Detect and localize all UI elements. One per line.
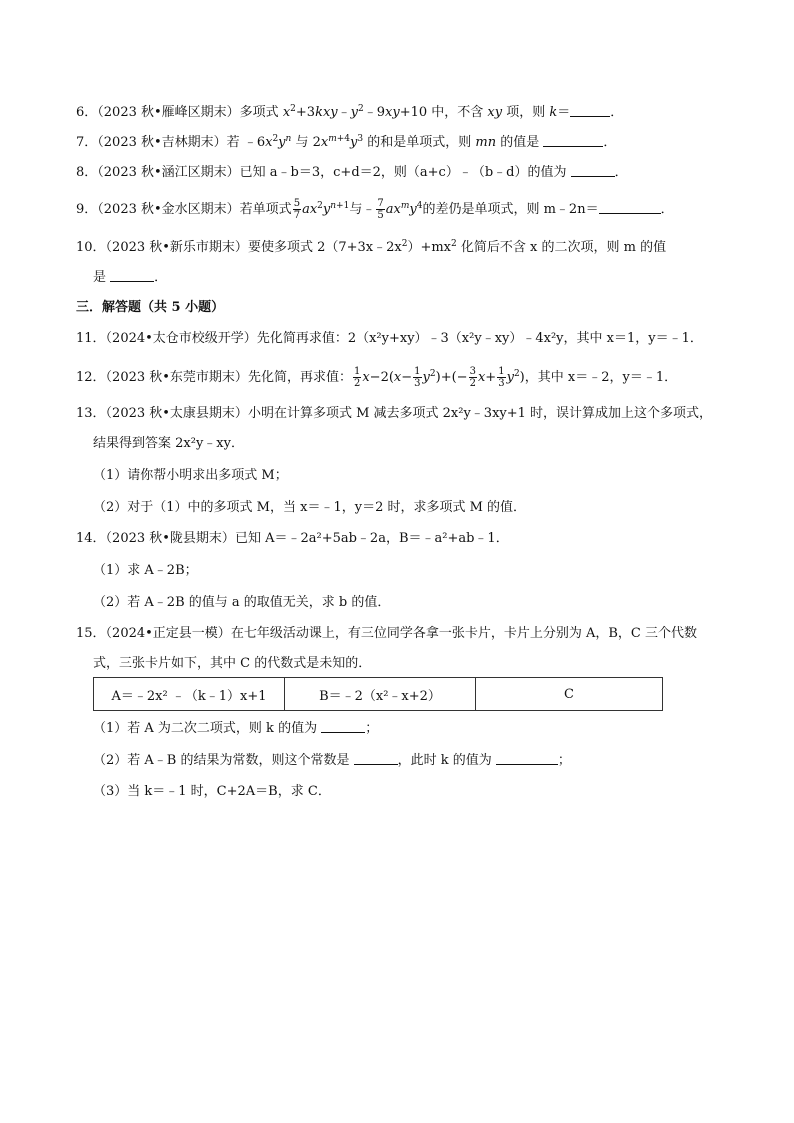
question-14-part2: （2）若 A﹣2B 的值与 a 的取值无关，求 b 的值．: [93, 595, 391, 610]
fraction: $\frac{7}{5}$: [377, 198, 384, 221]
question-10: 10．（2023 秋•新乐市期末）要使多项式 $2(7+3x﹣2x^2)+mx^2$ 化简后不含 x 的二次项，则 m 的值: [76, 239, 667, 255]
answer-blank[interactable]: [543, 134, 603, 147]
question-14: 14．（2023 秋•陇县期末）已知 A＝﹣2a²+5ab﹣2a，B＝﹣a²+ab﹣1．: [76, 531, 509, 546]
answer-blank[interactable]: [321, 720, 365, 733]
card-c: C: [476, 678, 663, 711]
table-row: [94, 678, 663, 711]
cards-table: [93, 677, 663, 711]
question-13-line2: 结果得到答案 2x²y﹣xy．: [93, 436, 244, 451]
question-15-part1: （1）若 A 为二次二项式，则 k 的值为 ；: [93, 721, 379, 736]
answer-blank[interactable]: [354, 752, 398, 765]
question-8: 8．（2023 秋•涵江区期末）已知 a﹣b＝3，c+d＝2，则（a+c）﹣（b﹣d）的值为 ．: [76, 165, 628, 180]
question-7: 7．（2023 秋•吉林期末）若 $﹣6x^2y^n$ 与 $2x^{m+4}y^3$ 的和是单项式，则 mn 的值是 ．: [76, 134, 617, 150]
question-6: 6．（2023 秋•雁峰区期末）多项式 $x^2+3kxy﹣y^2﹣9xy+10$ 中，不含 xy 项，则 k＝ ．: [76, 104, 624, 120]
question-15-part3: （3）当 k＝﹣1 时，C+2A＝B，求 C．: [93, 784, 331, 799]
question-15-line2: 式，三张卡片如下，其中 C 的代数式是未知的．: [93, 656, 372, 671]
question-9: 9．（2023 秋•金水区期末）若单项式 $\frac{5}{7}$ $ax^2y^{n+1}$与﹣ $\frac{7}{5}$ $ax^my^4$的差仍是单项式，则 m﹣2n＝ ．: [76, 198, 674, 221]
question-15: 15．（2024•正定县一模）在七年级活动课上，有三位同学各拿一张卡片，卡片上分别为 A，B，C 三个代数: [76, 626, 697, 641]
answer-blank[interactable]: [110, 269, 154, 282]
fraction: $\frac{5}{7}$: [293, 198, 301, 221]
card-a: A＝﹣2x² ﹣（k﹣1）x+1: [94, 678, 285, 711]
question-13-part1: （1）请你帮小明求出多项式 M；: [93, 468, 288, 483]
q7-term2: $2x^{m+4}y^3$: [312, 134, 364, 150]
question-11: 11．（2024•太仓市校级开学）先化简再求值：2（x²y+xy）﹣3（x²y﹣xy）﹣4x²y，其中 x＝1，y＝﹣1．: [76, 331, 703, 346]
section-heading: 三．解答题（共 5 小题）: [76, 300, 225, 315]
question-14-part1: （1）求 A﹣2B；: [93, 563, 198, 578]
question-10-line2: 是 ．: [93, 270, 168, 285]
q6-expression: $x^2+3kxy﹣y^2﹣9xy+10$: [282, 104, 428, 120]
answer-blank[interactable]: [570, 104, 610, 117]
answer-blank[interactable]: [496, 752, 558, 765]
q7-term1: $﹣6x^2y^n$: [243, 134, 292, 150]
answer-blank[interactable]: [599, 201, 661, 214]
answer-blank[interactable]: [571, 164, 615, 177]
question-15-part2: （2）若 A﹣B 的结果为常数，则这个常数是 ，此时 k 的值为 ；: [93, 753, 571, 768]
question-13: 13．（2023 秋•太康县期末）小明在计算多项式 M 减去多项式 2x²y﹣3xy+1 时，误计算成加上这个多项式，: [76, 406, 713, 421]
card-b: B＝﹣2（x²﹣x+2）: [285, 678, 476, 711]
question-13-part2: （2）对于（1）中的多项式 M，当 x＝﹣1，y＝2 时，求多项式 M 的值．: [93, 500, 527, 515]
question-12: 12．（2023 秋•东莞市期末）先化简，再求值： $\frac{1}{2}$ x−2(x− $\frac{1}{3}$ $y^2)+(-$ $\frac{3}{2}$ x+ $\frac{1}{3}$ $y^2$)，其中 x＝﹣2，y＝﹣1．: [76, 366, 678, 389]
q12-expression: $\frac{1}{2}$ x−2(x− $\frac{1}{3}$ $y^2)+(-$ $\frac{3}{2}$ x+ $\frac{1}{3}$ $y^2$): [353, 366, 525, 389]
